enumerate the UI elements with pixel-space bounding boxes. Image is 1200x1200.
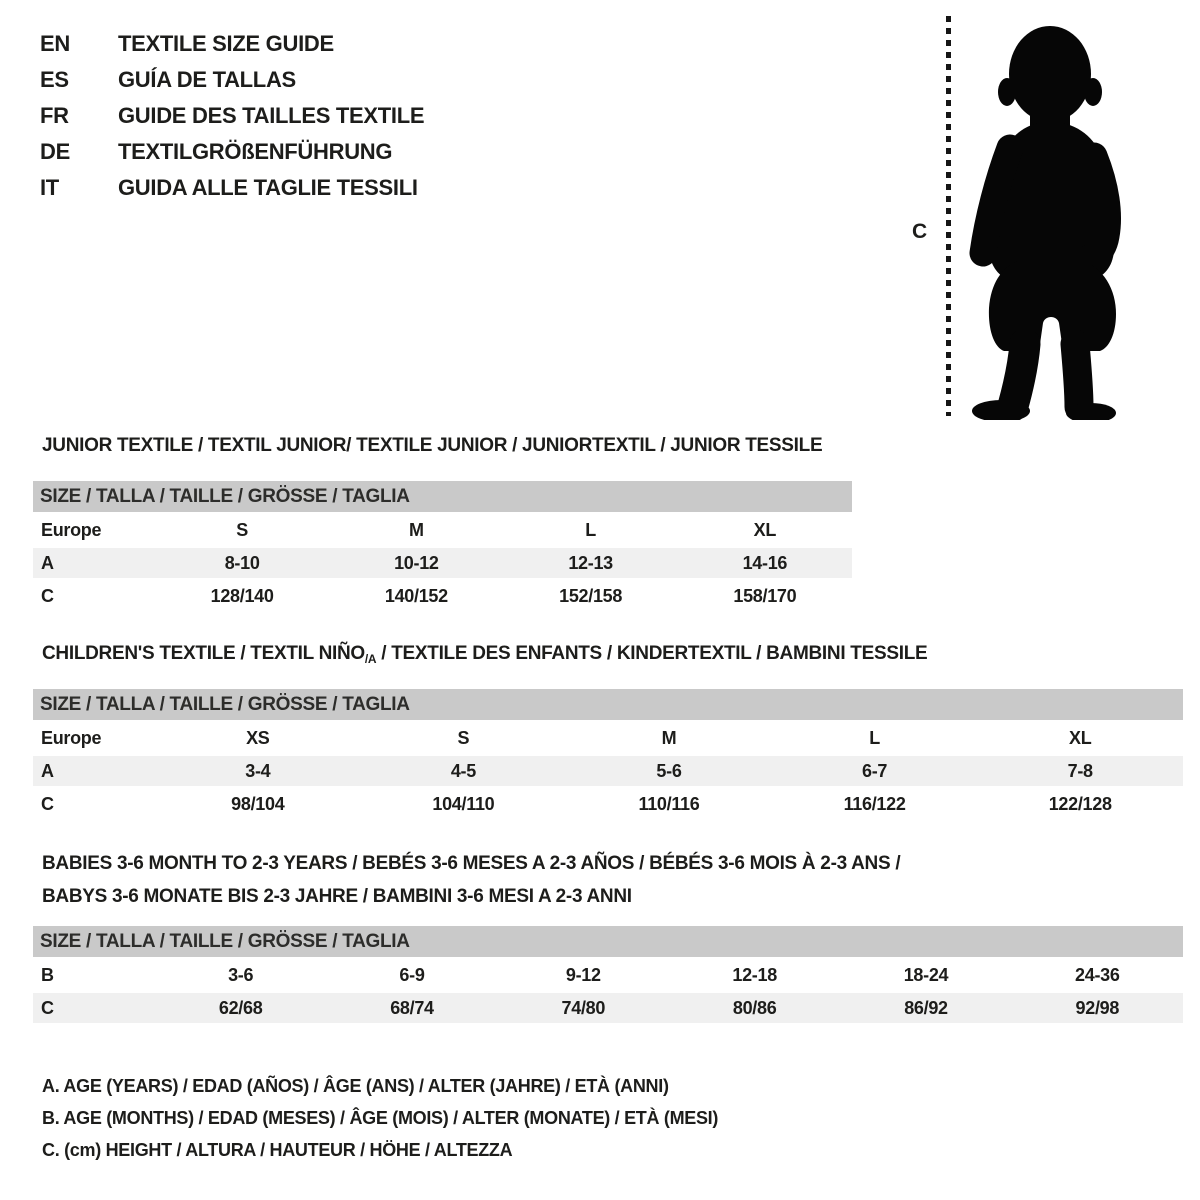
lang-row-de [40,134,424,170]
size-cell: XL [1068,727,1092,748]
size-cell: 98/104 [231,793,285,814]
size-cell: 18-24 [903,964,949,985]
size-cell: 116/122 [843,793,906,814]
row-label: C [41,793,54,814]
lang-label-es: GUÍA DE TALLAS [118,67,296,92]
size-cell: 10-12 [329,548,503,578]
table-row [33,789,1183,819]
lang-row-en [40,26,424,62]
babies-size-table [33,923,1183,1026]
table-row [33,960,1183,990]
size-cell: 14-16 [678,548,852,578]
size-cell: 158/170 [733,585,797,606]
size-header-bar: SIZE / TALLA / TAILLE / GRÖSSE / TAGLIA [33,926,1183,957]
row-label: C [41,585,54,606]
lang-row-fr [40,98,424,134]
lang-code-en: EN [40,31,70,56]
toddler-silhouette-image [958,20,1148,420]
lang-code-es: ES [40,67,69,92]
table-header-row [33,481,852,512]
lang-row-es [40,62,424,98]
legend-line-a: A. AGE (YEARS) / EDAD (AÑOS) / ÂGE (ANS) / ALTER (JAHRE) / ETÀ (ANNI) [42,1076,669,1096]
size-cell: 128/140 [210,585,274,606]
size-cell: 3-6 [228,964,254,985]
size-cell: L [869,727,880,748]
size-cell: 3-4 [155,756,361,786]
lang-code-it: IT [40,175,59,200]
size-cell: 8-10 [155,548,329,578]
row-label: A [33,548,155,578]
size-cell: 7-8 [977,756,1183,786]
size-cell: 62/68 [155,993,326,1023]
language-header [40,26,424,206]
size-cell: S [457,727,470,748]
size-cell: XS [246,727,270,748]
junior-section-title: JUNIOR TEXTILE / TEXTIL JUNIOR/ TEXTILE JUNIOR / JUNIORTEXTIL / JUNIOR TESSILE [42,435,823,456]
lang-label-it: GUIDA ALLE TAGLIE TESSILI [118,175,418,200]
row-label: Europe [41,519,102,540]
size-cell: M [661,727,677,748]
legend-line-b: B. AGE (MONTHS) / EDAD (MESES) / ÂGE (MOIS) / ALTER (MONATE) / ETÀ (MESI) [42,1108,719,1128]
size-cell: 122/128 [1048,793,1112,814]
row-label: A [33,756,155,786]
size-cell: L [585,519,596,540]
lang-label-fr: GUIDE DES TAILLES TEXTILE [118,103,425,128]
row-label: B [41,964,54,985]
lang-code-de: DE [40,139,70,164]
table-row [33,548,852,578]
size-cell: 92/98 [1012,993,1183,1023]
size-cell: M [409,519,424,540]
babies-title-line2: BABYS 3-6 MONATE BIS 2-3 JAHRE / BAMBINI 3-6 MESI A 2-3 ANNI [42,886,632,907]
children-size-table [33,686,1183,822]
lang-label-de: TEXTILGRÖßENFÜHRUNG [118,139,393,164]
children-title-sub: /A [364,652,377,666]
size-cell: 68/74 [326,993,497,1023]
size-header-bar: SIZE / TALLA / TAILLE / GRÖSSE / TAGLIA [33,689,1183,720]
size-cell: 9-12 [565,964,601,985]
legend [42,1070,718,1166]
legend-line-c: C. (cm) HEIGHT / ALTURA / HAUTEUR / HÖHE / ALTEZZA [42,1140,513,1160]
table-header-row [33,926,1183,957]
table-header-row [33,689,1183,720]
size-cell: 140/152 [384,585,448,606]
lang-label-en: TEXTILE SIZE GUIDE [118,31,334,56]
table-row [33,581,852,611]
table-row [33,515,852,545]
table-row [33,723,1183,753]
size-cell: XL [753,519,777,540]
table-row [33,993,1183,1023]
size-cell: 104/110 [432,793,495,814]
size-cell: 86/92 [840,993,1011,1023]
babies-title-line1: BABIES 3-6 MONTH TO 2-3 YEARS / BEBÉS 3-6 MESES A 2-3 AÑOS / BÉBÉS 3-6 MOIS À 2-3 ANS / [42,853,901,874]
size-cell: 152/158 [559,585,623,606]
size-cell: 12-13 [504,548,678,578]
lang-row-it [40,170,424,206]
row-label: C [33,993,155,1023]
size-cell: 12-18 [732,964,777,985]
height-measure-dashed-line [946,16,951,416]
children-title-post: / TEXTILE DES ENFANTS / KINDERTEXTIL / BAMBINI TESSILE [376,643,928,664]
size-cell: 5-6 [566,756,772,786]
babies-section-title [42,847,900,913]
size-cell: 4-5 [361,756,567,786]
children-section-title [42,642,927,667]
size-cell: 110/116 [638,793,700,814]
size-cell: 74/80 [498,993,669,1023]
junior-size-table [33,478,852,614]
size-cell: 6-7 [772,756,978,786]
row-label: Europe [41,727,102,748]
table-row [33,756,1183,786]
size-cell: 6-9 [399,964,425,985]
height-measure-label: C [912,220,928,243]
children-title-pre: CHILDREN'S TEXTILE / TEXTIL NIÑO [42,643,365,664]
size-cell: 24-36 [1075,964,1120,985]
lang-code-fr: FR [40,103,69,128]
size-header-bar: SIZE / TALLA / TAILLE / GRÖSSE / TAGLIA [33,481,852,512]
size-cell: 80/86 [669,993,840,1023]
size-cell: S [236,519,248,540]
